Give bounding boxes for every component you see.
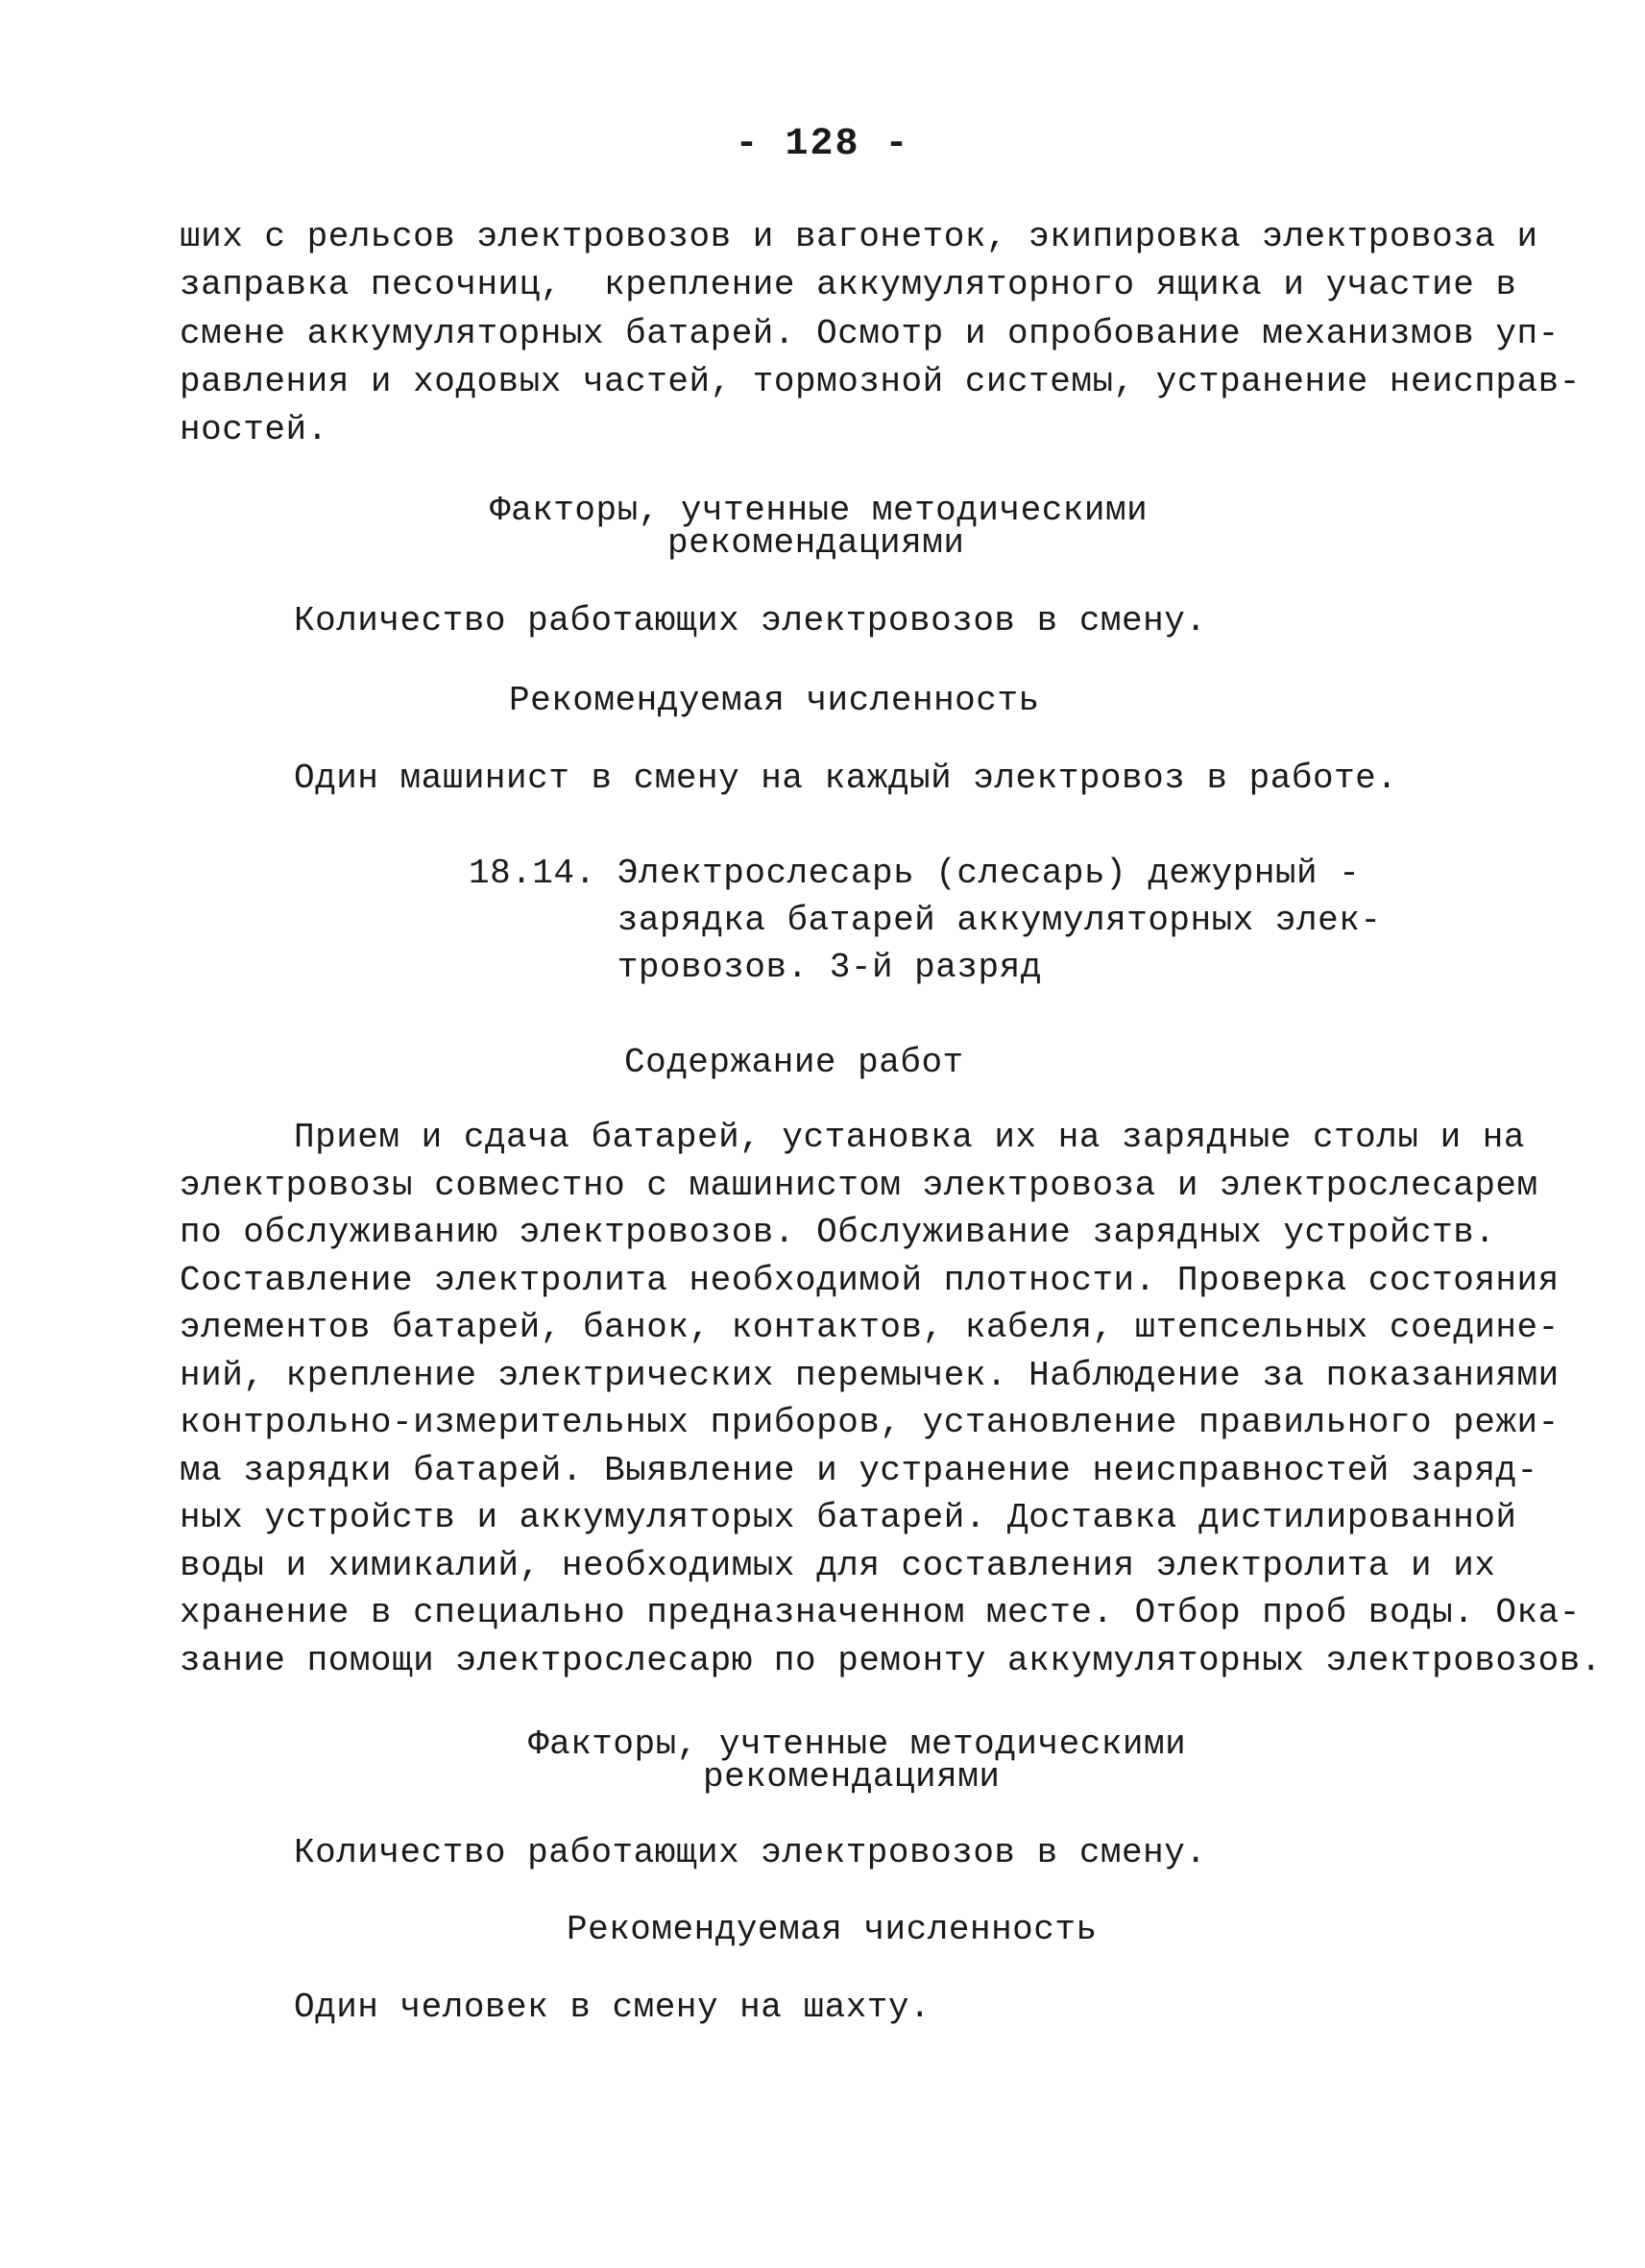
- content-line: хранение в специально предназначенном месте. Отбор проб воды. Ока-: [180, 1593, 1581, 1632]
- content-line: элементов батарей, банок, контактов, кабеля, штепсельных соедине-: [180, 1308, 1560, 1347]
- content-line: электровозы совместно с машинистом электровоза и электрослесарем: [180, 1166, 1538, 1205]
- intro-line: равления и ходовых частей, тормозной системы, устранение неисправ-: [180, 362, 1581, 401]
- section-title-line: зарядка батарей аккумуляторных элек-: [469, 901, 1382, 940]
- content-heading: Содержание работ: [624, 1043, 964, 1082]
- factors-text: Количество работающих электровозов в смену.: [294, 1833, 1207, 1872]
- factors-heading-cont: рекомендациями: [667, 523, 965, 563]
- section-title-line: тровозов. 3-й разряд: [469, 948, 1042, 987]
- content-line: воды и химикалий, необходимых для составления электролита и их: [180, 1546, 1496, 1585]
- intro-line: ших с рельсов электровозов и вагонеток, экипировка электровоза и: [180, 217, 1538, 256]
- recommended-heading: Рекомендуемая численность: [567, 1910, 1098, 1949]
- factors-heading: Факторы, учтенные методическими: [490, 491, 1149, 530]
- section-title-line: 18.14. Электрослесарь (слесарь) дежурный -: [469, 854, 1361, 893]
- content-line: контрольно-измерительных приборов, установление правильного режи-: [180, 1403, 1560, 1442]
- content-line: Составление электролита необходимой плотности. Проверка состояния: [180, 1261, 1560, 1300]
- intro-line: смене аккумуляторных батарей. Осмотр и опробование механизмов уп-: [180, 314, 1560, 353]
- intro-line: заправка песочниц, крепление аккумуляторного ящика и участие в: [180, 265, 1517, 304]
- page-number: - 128 -: [735, 123, 910, 166]
- content-line: ных устройств и аккумуляторых батарей. Доставка дистилированной: [180, 1498, 1517, 1537]
- recommended-heading: Рекомендуемая численность: [509, 681, 1040, 720]
- content-line: Прием и сдача батарей, установка их на зарядные столы и на: [294, 1118, 1526, 1157]
- factors-heading-cont: рекомендациями: [703, 1757, 1001, 1797]
- content-line: ма зарядки батарей. Выявление и устранение неисправностей заряд-: [180, 1451, 1538, 1490]
- factors-heading: Факторы, учтенные методическими: [528, 1725, 1187, 1764]
- recommended-text: Один человек в смену на шахту.: [294, 1988, 931, 2027]
- intro-line: ностей.: [180, 410, 328, 449]
- recommended-text: Один машинист в смену на каждый электровоз в работе.: [294, 759, 1398, 798]
- content-line: зание помощи электрослесарю по ремонту аккумуляторных электровозов.: [180, 1641, 1602, 1680]
- factors-text: Количество работающих электровозов в смену.: [294, 601, 1207, 640]
- content-line: ний, крепление электрических перемычек. Наблюдение за показаниями: [180, 1356, 1560, 1395]
- content-line: по обслуживанию электровозов. Обслуживание зарядных устройств.: [180, 1213, 1496, 1252]
